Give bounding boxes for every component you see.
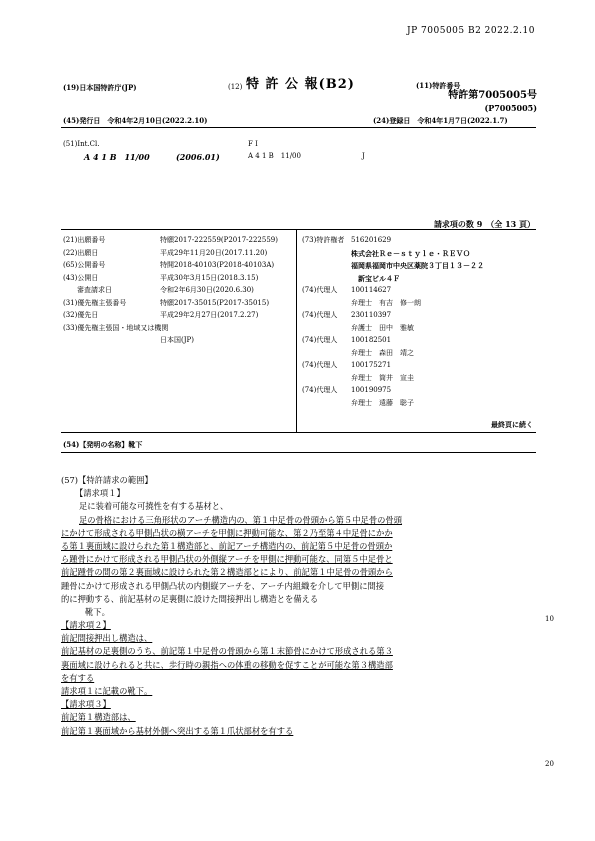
claim-text-line: 足の骨格における三角形状のアーチ構造内の、第１中足骨の骨頭から第５中足骨の骨頭 bbox=[79, 514, 403, 525]
biblio-right-row: (74)代理人 100190975 bbox=[302, 386, 392, 394]
biblio-divider bbox=[296, 229, 297, 432]
biblio-left-row: (31)優先権主張番号 特願2017-35015(P2017-35015) bbox=[63, 299, 270, 307]
claims-count: 請求項の数 9 （全 13 頁） bbox=[433, 219, 535, 229]
biblio-right: (73)特許権者 516201629 株式会社Ｒｅ－ｓｔｙｌｅ・ＲＥＶＯ 福岡県福岡市中央区薬院３丁目１３－２２ 新宝ビル４Ｆ (74)代理人 100114627 弁理士 有吉 修一朗 (74)代理人 230110397 弁護士 田中 雅敏 (74)代理人 100182501 弁理士 森田 靖之 (74)代理人 100175271 弁理士 筒井 宣圭 (74)代理人 100190975 弁理士 遠藤 聡子 bbox=[302, 236, 484, 407]
claim-text-line: ら踵骨にかけて形成される甲側凸状の外側縦アーチを甲側に押動可能な、同第５中足骨と bbox=[61, 554, 393, 565]
biblio-top-rule bbox=[61, 229, 536, 230]
header-rule bbox=[61, 127, 536, 128]
continued-note: 最終頁に続く bbox=[491, 420, 533, 429]
claims-section bbox=[61, 474, 533, 738]
biblio-left-row: (65)公開番号 特開2018-40103(P2018-40103A) bbox=[63, 261, 275, 269]
biblio-left-row: (33)優先権主張国・地域又は機関 bbox=[63, 324, 169, 332]
claim-text-line: 前記第１構造部は、 bbox=[61, 712, 136, 723]
office-name: (19)日本国特許庁(JP) bbox=[63, 83, 137, 92]
intcl-date: (2006.01) bbox=[176, 152, 220, 162]
fi-flag: J bbox=[362, 152, 365, 160]
biblio-right-row: (74)代理人 100175271 bbox=[302, 361, 392, 369]
fi-label: F I bbox=[248, 140, 258, 148]
claim-text-line: 前記間接押出し構造は、 bbox=[61, 633, 153, 644]
document-id: JP 7005005 B2 2022.2.10 bbox=[407, 26, 535, 36]
biblio-left: (21)出願番号 特願2017-222559(P2017-222559) (22)出願日 平成29年11月20日(2017.11.20) (65)公開番号 特開2018-40103(P2018-40103A) (43)公開日 平成30年3月15日(2018.3.15) 審査請求日 令和2年6月30日(2020.6.30) (31)優先権主張番号 特願2017-35015(P2017-35015) (32)優先日 平成29年2月27日(2017.2.27) (33)優先権主張国・地域又は機関 日本国(JP) bbox=[63, 236, 278, 344]
patent-number-label: (11)特許番号 bbox=[416, 81, 461, 90]
biblio-right-row: (74)代理人 100182501 bbox=[302, 336, 392, 344]
registration-date: (24)登録日 令和4年1月7日(2022.1.7) bbox=[373, 116, 508, 125]
invention-title: (54)【発明の名称】靴下 bbox=[63, 440, 143, 449]
issue-date: (45)発行日 令和4年2月10日(2022.2.10) bbox=[63, 116, 208, 125]
claim-text-line: 靴下。 bbox=[85, 606, 110, 617]
claim-text-line: 的に押動する、前記基材の足裏側に設けた間接押出し構造とを備える bbox=[61, 593, 319, 604]
intcl-label: (51)Int.Cl. bbox=[63, 140, 100, 148]
patent-number-alt: (P7005005) bbox=[484, 103, 537, 113]
claim-text-line: る第１裏面域に設けられた第１構造部と、前記アーチ構造内の、前記第５中足骨の骨頭か bbox=[61, 540, 393, 551]
claims-heading: (57)【特許請求の範囲】 bbox=[61, 475, 153, 485]
fi-code: A 4 1 B 11/00 bbox=[248, 152, 301, 160]
biblio-left-row: (21)出願番号 特願2017-222559(P2017-222559) bbox=[63, 236, 278, 244]
claim-2-heading: 【請求項２】 bbox=[61, 620, 111, 631]
title-rule bbox=[61, 452, 536, 453]
claim-text-line: 裏面域に設けられると共に、歩行時の親指への体重の移動を促すことが可能な第３構造部 bbox=[61, 659, 393, 670]
biblio-left-row: (32)優先日 平成29年2月27日(2017.2.27) bbox=[63, 311, 259, 319]
biblio-left-row: (43)公開日 平成30年3月15日(2018.3.15) bbox=[63, 274, 259, 282]
claim-text-line: 請求項１に記載の靴下。 bbox=[61, 686, 153, 696]
claim-text-line: 前記第１裏面域から基材外側へ突出する第１爪状部材を有する bbox=[61, 725, 294, 736]
biblio-left-row: 審査請求日 令和2年6月30日(2020.6.30) bbox=[63, 286, 254, 294]
biblio-right-row: (74)代理人 100114627 bbox=[302, 286, 392, 294]
kind-code: (12) bbox=[228, 83, 243, 91]
biblio-right-row: (74)代理人 230110397 bbox=[302, 311, 392, 319]
patent-number: 特許第7005005号 bbox=[448, 90, 537, 101]
claim-text-line: を有する bbox=[61, 672, 95, 683]
claim-3-heading: 【請求項３】 bbox=[61, 699, 111, 710]
biblio-left-row: (22)出願日 平成29年11月20日(2017.11.20) bbox=[63, 249, 268, 257]
line-number: 10 bbox=[545, 615, 554, 623]
biblio-right-row: (73)特許権者 516201629 bbox=[302, 236, 392, 244]
claim-1-heading: 【請求項１】 bbox=[75, 488, 125, 499]
kind-title: 特 許 公 報(B2) bbox=[246, 77, 355, 92]
claim-text-line: 足に装着可能な可撓性を有する基材と、 bbox=[79, 501, 229, 512]
line-number: 20 bbox=[545, 760, 554, 768]
biblio-bottom-rule bbox=[61, 432, 536, 433]
claim-text-line: にかけて形成される甲側凸状の横アーチを甲側に押動可能な、第２乃至第４中足骨にかか bbox=[61, 527, 393, 538]
claim-text-line: 踵骨にかけて形成される甲側凸状の内側縦アーチを、アーチ内組織を介して甲側に間接 bbox=[61, 580, 385, 591]
claim-text-line: 前記踵骨の間の第２裏面域に設けられた第２構造部とにより、前記第１中足骨の骨頭から bbox=[61, 567, 393, 578]
claim-text-line: 前記基材の足裏側のうち、前記第１中足骨の骨頭から第１末節骨にかけて形成される第３ bbox=[61, 646, 393, 657]
intcl-code: A 4 1 B 11/00 bbox=[84, 152, 150, 162]
